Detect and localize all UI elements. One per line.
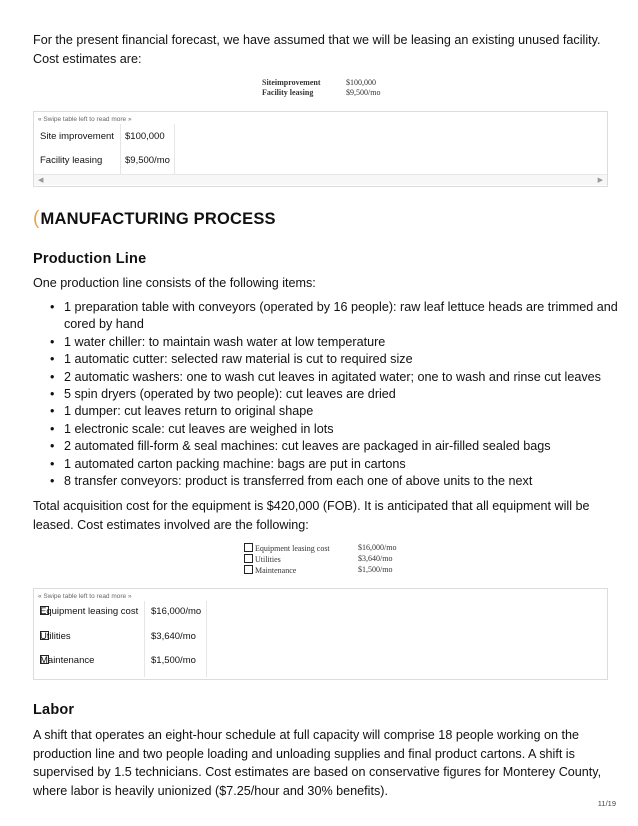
cost-image-2-label: Equipment leasing cost [255,544,330,553]
bullet-icon: • [50,439,55,454]
table-cell-label: Facility leasing [40,155,103,166]
bullet-icon: • [50,369,55,384]
equipment-list [48,299,618,490]
cost-image-2-row [244,543,396,554]
list-item [48,421,618,438]
bullet-icon: • [50,300,55,314]
column-divider [206,601,207,677]
cost-image-1-label: Siteimprovement [262,78,321,87]
list-item [48,334,618,351]
table-cell-label: Equipment leasing cost [40,606,139,617]
column-divider [120,124,121,174]
checkbox-icon [244,554,253,563]
list-item [48,473,618,490]
labor-paragraph: A shift that operates an eight-hour schedule at full capacity will comprise 18 people working on the production line and two people loading and unloading supplies and final product cartons. A shift is supervised by 1.5 technicians. Cost estimates are based on conservative figures for Monterey County, where labor is heavily unionized ($7.25/hour and 30% benefits). [33,728,602,798]
table-cell-value: $3,640/mo [151,631,196,642]
list-item-text: 1 electronic scale: cut leaves are weighed in lots [64,421,334,436]
bullet-icon: • [50,474,55,489]
list-item-text: 1 preparation table with conveyors (operated by 16 people): raw leaf lettuce heads are trimmed and cored by hand [64,300,618,332]
list-item [48,351,618,368]
cost-image-2-row [244,565,396,576]
bullet-icon: • [50,456,55,471]
list-item-text: 1 automated carton packing machine: bags are put in cartons [64,456,406,471]
bullet-icon: • [50,421,55,436]
cost-image-1 [262,78,380,98]
checkbox-icon [244,543,253,552]
list-item-text: 5 spin dryers (operated by two people): cut leaves are dried [64,387,396,402]
scroll-right-icon[interactable]: ▶ [597,177,603,184]
bullet-icon: • [50,352,55,367]
list-item [48,456,618,473]
labor-heading: Labor [33,702,75,718]
section-paren: ( [33,208,40,229]
cost-image-1-label: Facility leasing [262,88,314,97]
table-cell-label: Site improvement [40,131,114,142]
cost-image-2-label: Utilities [255,555,281,564]
column-divider [144,601,145,677]
cost-image-2 [244,543,396,576]
list-item-text: 8 transfer conveyors: product is transferred from each one of above units to the next [64,474,533,489]
list-item [48,369,618,386]
scroll-left-icon[interactable]: ◀ [38,177,44,184]
horizontal-scrollbar[interactable] [34,174,607,185]
section-heading [33,208,276,230]
table-cell-value: $100,000 [125,131,165,142]
list-item-text: 1 water chiller: to maintain wash water at low temperature [64,334,386,349]
page-number: 11/19 [597,799,616,808]
cost-image-1-row [262,88,380,98]
bullet-icon: • [50,404,55,419]
section-title: MANUFACTURING PROCESS [40,210,276,228]
table-cell-label: Utilities [40,631,71,642]
bullet-icon: • [50,387,55,402]
table-cell-value: $16,000/mo [151,606,202,617]
cost-image-2-value: $1,500/mo [358,565,393,574]
cost-image-1-row [262,78,380,88]
list-item-text: 2 automatic washers: one to wash cut leaves in agitated water; one to wash and rinse cut leaves [64,369,601,384]
acquisition-paragraph: Total acquisition cost for the equipment is $420,000 (FOB). It is anticipated that all equipment will be leased. Cost estimates involved are the following: [33,499,590,532]
cost-image-2-row [244,554,396,565]
checkbox-icon [244,565,253,574]
cost-image-2-value: $3,640/mo [358,554,393,563]
cost-table-2[interactable] [33,588,608,680]
production-intro: One production line consists of the following items: [33,276,316,290]
cost-table-1[interactable] [33,111,608,187]
cost-image-1-value: $100,000 [346,78,376,87]
column-divider [174,124,175,174]
cost-image-1-value: $9,500/mo [346,88,381,97]
table-cell-value: $9,500/mo [125,155,170,166]
swipe-hint: « Swipe table left to read more » [38,116,132,123]
cost-image-2-label: Maintenance [255,566,297,575]
bullet-icon: • [50,334,55,349]
table-cell-value: $1,500/mo [151,655,196,666]
cost-image-2-value: $16,000/mo [358,543,397,552]
list-item [48,299,618,334]
list-item [48,438,618,455]
swipe-hint: « Swipe table left to read more » [38,593,132,600]
list-item [48,403,618,420]
production-heading: Production Line [33,251,147,267]
list-item-text: 2 automated fill-form & seal machines: cut leaves are packaged in air-filled sealed bags [64,439,551,454]
table-cell-label: Maintenance [40,655,95,666]
list-item [48,386,618,403]
intro-paragraph: For the present financial forecast, we have assumed that we will be leasing an existing unused facility. Cost estimates are: [33,33,601,66]
list-item-text: 1 automatic cutter: selected raw material is cut to required size [64,352,413,367]
list-item-text: 1 dumper: cut leaves return to original shape [64,404,314,419]
